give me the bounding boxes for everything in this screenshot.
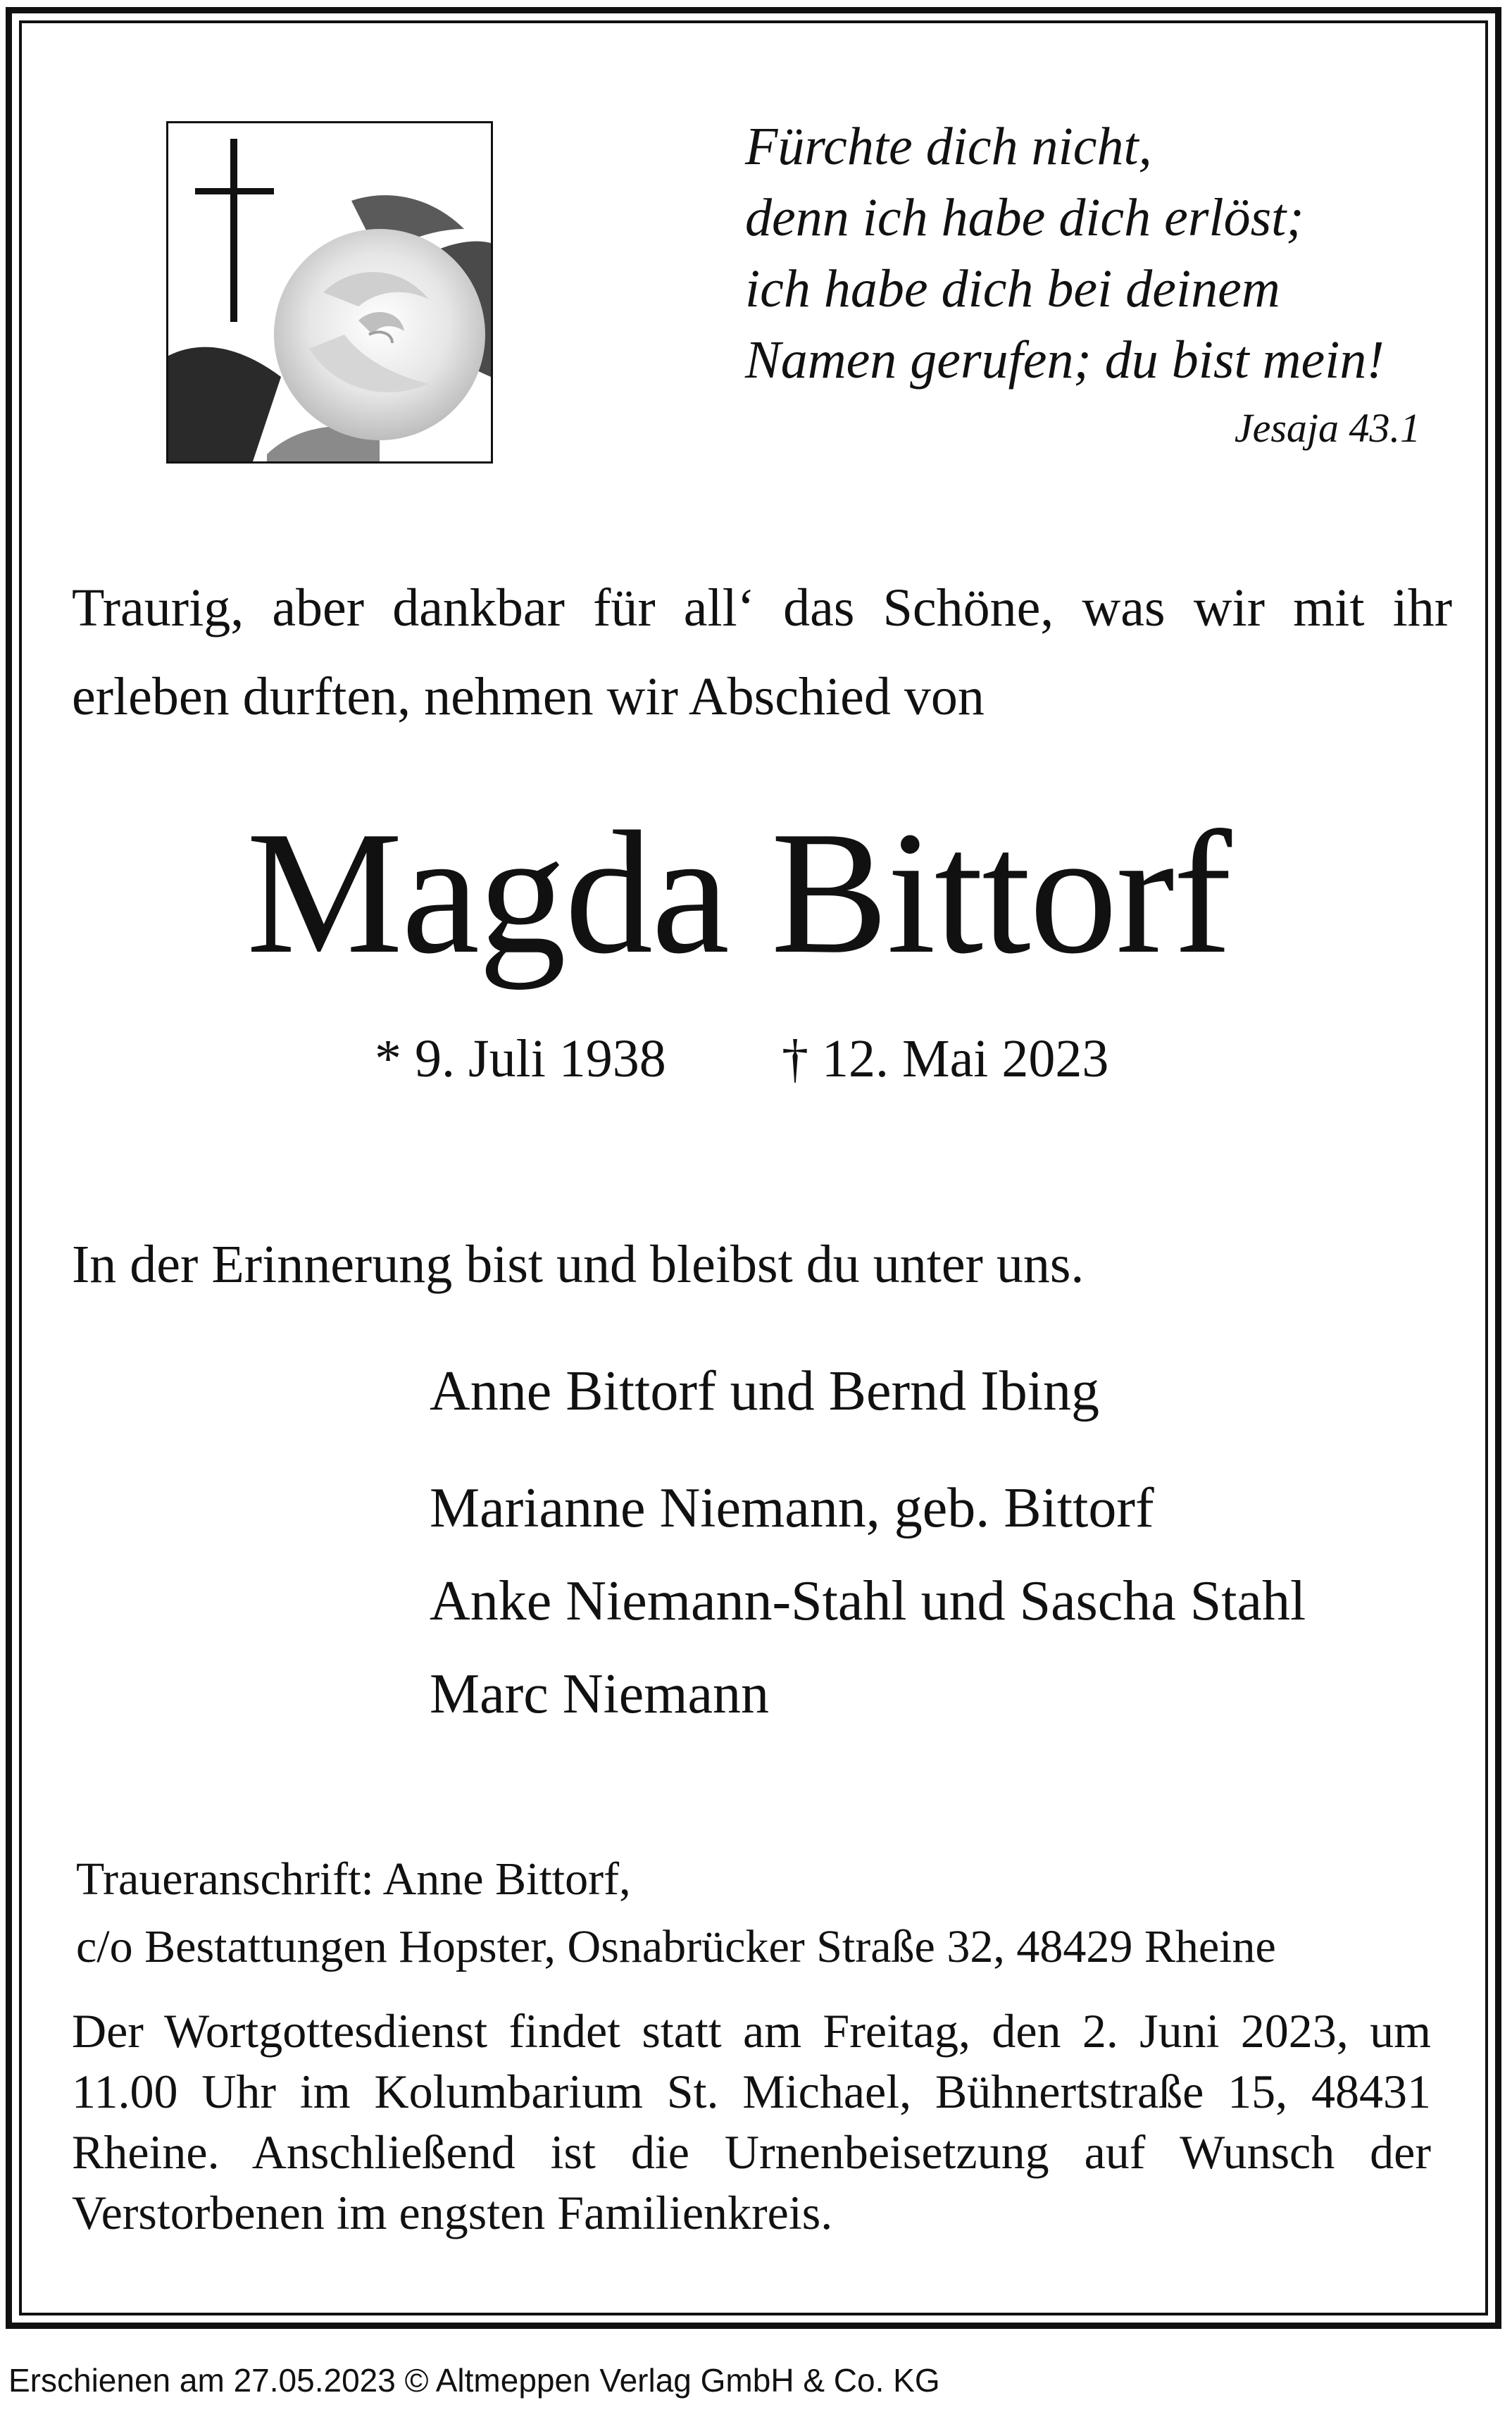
deceased-name: Magda Bittorf [246,795,1231,990]
bible-verse [745,111,1456,396]
verse-line: Namen gerufen; du bist mein! [745,330,1385,390]
intro-line: Traurig, aber dankbar für all‘ das Schöne, was wir mit ihr [72,578,1452,638]
service-line: 11.00 Uhr im Kolumbarium St. Michael, Bühnertstraße 15, 48431 [72,2065,1431,2118]
address-line: Traueranschrift: Anne Bittorf, [76,1853,631,1905]
service-info [72,2001,1431,2243]
verse-source: Jesaja 43.1 [1234,405,1420,451]
mourner-name: Marianne Niemann, geb. Bittorf [430,1477,1154,1539]
rose-shape [274,229,485,440]
mourning-address [76,1846,1276,1981]
mourner-name: Marc Niemann [430,1663,770,1725]
verse-line: ich habe dich bei deinem [745,259,1280,318]
address-line: c/o Bestattungen Hopster, Osnabrücker Straße 32, 48429 Rheine [76,1921,1276,1972]
verse-line: denn ich habe dich erlöst; [745,188,1304,247]
mourner-name: Anne Bittorf und Bernd Ibing [430,1360,1099,1422]
service-line: Rheine. Anschließend ist die Urnenbeisetzung auf Wunsch der [72,2125,1431,2179]
death-date: † 12. Mai 2023 [782,1029,1109,1088]
mourner-name: Anke Niemann-Stahl und Sascha Stahl [430,1570,1306,1632]
verse-line: Fürchte dich nicht, [745,117,1152,176]
memory-line: In der Erinnerung bist und bleibst du unter uns. [72,1235,1085,1294]
birth-date: * 9. Juli 1938 [375,1029,666,1088]
publication-footer: Erschienen am 27.05.2023 © Altmeppen Verlag GmbH & Co. KG [8,2362,940,2399]
cross-rose-image [166,121,493,464]
service-line: Verstorbenen im engsten Familienkreis. [72,2186,833,2239]
intro-line: erleben durften, nehmen wir Abschied von [72,667,985,726]
service-line: Der Wortgottesdienst findet statt am Freitag, den 2. Juni 2023, um [72,2004,1431,2058]
intro-text [72,564,1452,741]
cross-icon [230,139,237,322]
